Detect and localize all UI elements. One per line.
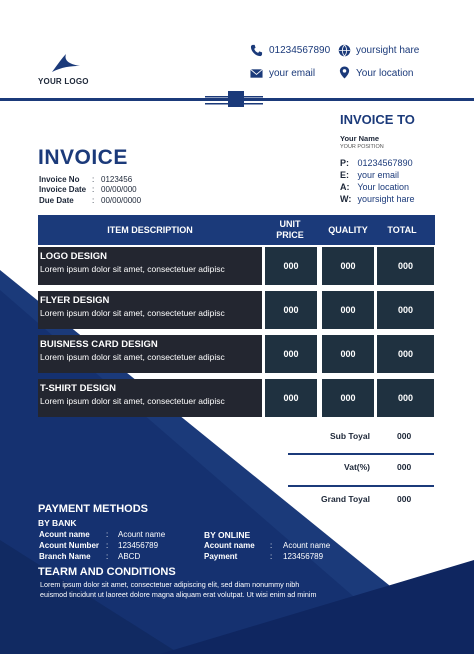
recipient-address-row [340,182,409,192]
contact-phone: 01234567890 [269,45,331,56]
item-description: Lorem ipsum dolor sit amet, consectetuer adipisc [40,396,225,406]
table-row [38,291,262,329]
item-title: T-SHIRT DESIGN [40,383,117,394]
bank-account-name-label: Acount name [39,530,90,539]
due-date-row [39,196,142,205]
logo-mark-icon [48,52,84,74]
globe-icon [338,44,351,57]
recipient-position: YOUR POSITION [340,144,384,150]
recipient-phone-row [340,158,413,168]
header-unit-price-line1: UNIT [279,219,301,229]
bank-account-name-value: Acount name [118,530,166,539]
recipient-address: Your location [357,182,410,192]
header-total: TOTAL [387,225,417,235]
online-account-name-row [204,541,255,550]
invoice-date-value: 00/00/000 [101,185,137,194]
header-quality: QUALITY [328,225,368,235]
summary-divider [288,485,434,487]
table-row [38,247,262,285]
logo-text: YOUR LOGO [38,77,89,86]
unit-price-cell: 000 [265,247,317,285]
colon: : [106,530,109,539]
online-payment-value: 123456789 [283,552,324,561]
total-cell: 000 [377,379,434,417]
online-account-name-value: Acount name [283,541,331,550]
item-title: FLYER DESIGN [40,295,110,306]
colon: : [92,175,95,184]
header-unit-price-line2: PRICE [276,230,304,240]
colon: : [270,541,273,550]
unit-price-cell: 000 [265,379,317,417]
invoice-no-label: Invoice No [39,175,80,184]
grand-total-value: 000 [397,494,412,504]
recipient-email-key: E: [340,170,349,180]
unit-price-cell: 000 [265,291,317,329]
by-online-heading: BY ONLINE [204,530,251,540]
colon: : [270,552,273,561]
quality-cell: 000 [322,247,374,285]
quality-cell: 000 [322,379,374,417]
by-bank-heading: BY BANK [38,518,77,528]
email-icon [250,67,263,80]
bank-branch-label: Branch Name [39,552,91,561]
recipient-email: your email [357,170,400,180]
online-account-name-label: Acount name [204,541,255,550]
grand-total-label: Grand Toyal [321,494,370,504]
online-payment-label: Payment [204,552,238,561]
bank-account-number-label: Acount Number [39,541,99,550]
recipient-email-row [340,170,399,180]
contact-website: yoursight hare [356,45,420,56]
bank-branch-value: ABCD [118,552,141,561]
recipient-website-row [340,194,415,204]
total-cell: 000 [377,335,434,373]
recipient-website-key: W: [340,194,352,204]
recipient-website: yoursight hare [357,194,415,204]
total-cell: 000 [377,247,434,285]
item-description: Lorem ipsum dolor sit amet, consectetuer adipisc [40,308,225,318]
bank-account-name-row [39,530,90,539]
item-title: BUISNESS CARD DESIGN [40,339,158,350]
invoice-to-title: INVOICE TO [340,112,415,127]
bank-account-number-value: 123456789 [118,541,159,550]
recipient-address-key: A: [340,182,350,192]
vat-value: 000 [397,462,412,472]
item-description: Lorem ipsum dolor sit amet, consectetuer adipisc [40,352,225,362]
header-item-description: ITEM DESCRIPTION [107,225,193,235]
table-row [38,379,262,417]
recipient-name: Your Name [340,134,380,143]
unit-price-cell: 000 [265,335,317,373]
colon: : [92,185,95,194]
total-cell: 000 [377,291,434,329]
invoice-no-value: 0123456 [101,175,133,184]
invoice-date-row [39,185,137,194]
bank-account-number-row [39,541,99,550]
subtotal-label: Sub Toyal [330,431,370,441]
location-pin-icon [338,66,351,79]
table-row [38,335,262,373]
terms-text: Lorem ipsum dolor sit amet, consectetuer adipiscing elit, sed diam nonummy nibh euismod tincidunt ut laoreet dolore magna aliquam erat volutpat. Ut wisi enim ad minim [40,580,317,599]
invoice-no-row [39,175,133,184]
vat-label: Vat(%) [344,462,370,472]
recipient-phone: 01234567890 [357,158,413,168]
summary-divider [288,453,434,455]
due-date-label: Due Date [39,196,74,205]
item-description: Lorem ipsum dolor sit amet, consectetuer adipisc [40,264,225,274]
invoice-title: INVOICE [38,146,128,169]
due-date-value: 00/00/0000 [101,196,142,205]
contact-email: your email [269,68,316,79]
item-title: LOGO DESIGN [40,251,108,262]
quality-cell: 000 [322,335,374,373]
recipient-phone-key: P: [340,158,349,168]
table-header [38,215,435,245]
online-payment-row [204,552,237,561]
phone-icon [250,44,263,57]
contact-location: Your location [356,68,414,79]
invoice-date-label: Invoice Date [39,185,87,194]
terms-title: TEARM AND CONDITIONS [38,566,176,578]
bank-branch-row [39,552,91,561]
colon: : [92,196,95,205]
subtotal-value: 000 [397,431,412,441]
payment-methods-title: PAYMENT METHODS [38,503,149,515]
colon: : [106,552,109,561]
quality-cell: 000 [322,291,374,329]
colon: : [106,541,109,550]
